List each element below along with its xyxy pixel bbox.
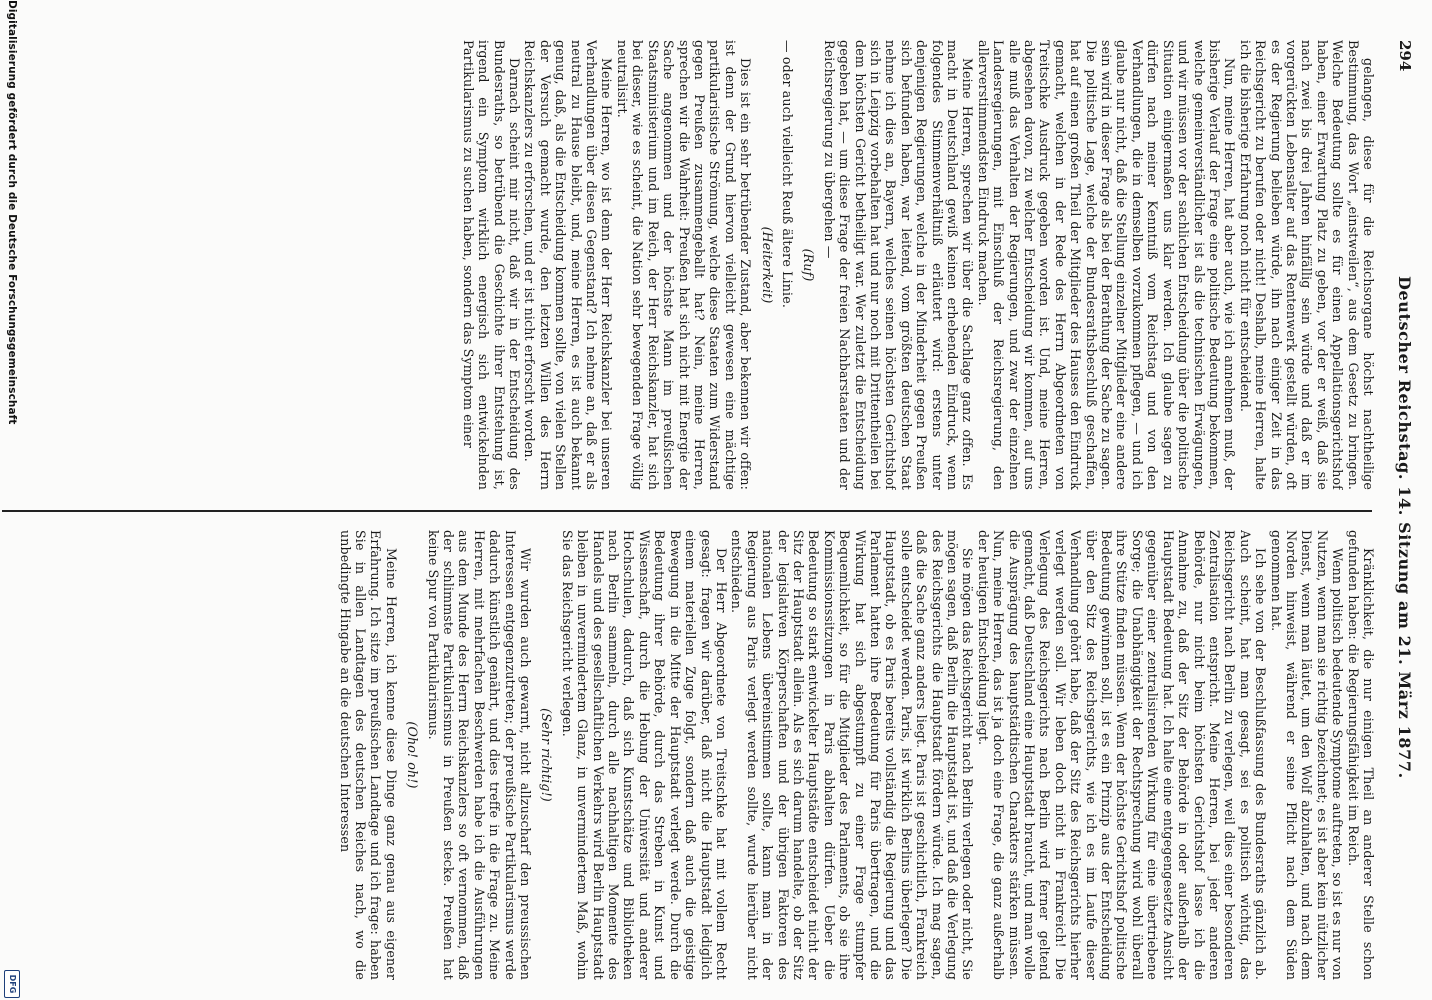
paragraph: Nun, meine Herren, hat aber auch, wie ich annehmen muß, der bisherige Verlauf der Frage eine politische Bedeutung bekommen, welche gemeinverständlicher ist als die technischen Erwägungen, und wir müssen vor der sachlichen Entscheidung über die politische Situation einigermaßen uns klar werden. Ich glaube sagen zu dürfen nach meiner Kenntniß vom Reichstag und von den Verhandlungen, die in demselben vorzukommen pflegen, — und ich glaube nur nicht, daß die Stellung einzelner Mitglieder eine andere sein wird in dieser Frage als bei der Berathung der Sache zu sagen. Die politische Lage, welche der Bundesrathsbeschluß geschaffen, hat auf einen großen Theil der Mitglieder des Hauses den Eindruck gemacht, welchen in der Rede des Herrn Abgeordneten von Treitschke Ausdruck gegeben worden ist. Und, meine Herren, abgesehen davon, zu welcher Entscheidung wir kommen, auf uns alle muß das Verhalten der Regierungen, und zwar der einzelnen Landesregierungen, mit Einschluß der Reichsregierung, den allerverstimmendsten Eindruck machen.: [975, 40, 1238, 490]
column-divider: [2, 510, 1372, 512]
paragraph: Darnach scheint mir nicht, daß wir in der Entscheidung des Bundesraths, so betrübend die Geschichte ihrer Entstehung ist, irgend ein Symptom wirklich energisch sich entwickelnden Partikularismus zu suchen haben, sondern das Symptom einer: [460, 40, 523, 490]
text-column-left: [46, 40, 1376, 490]
paragraph: Meine Herren, sprechen wir über die Sachlage ganz offen. Es macht in Deutschland gewiß keinen erhebenden Eindruck, wenn folgendes Stimmenverhältniß erläutert wird: erstens unter denjenigen Regierungen, welche in der Minderheit gegen Preußen sich befunden haben, war leitend, vom größten deutschen Staat nehme ich dies an, Bayern, welches seinen höchsten Gerichtshof sich in Leipzig vorbehalten hat und nur noch mit Drittentheilen bei dem höchsten Gericht betheiligt war. Wer zuletzt die Entscheidung gegeben hat, — um diese Frage der freien Nachbarstaaten und der Reichsregierung zu übergehen —: [821, 40, 976, 490]
paragraph: — oder auch vielleicht Reuß ältere Linie.: [779, 40, 795, 308]
paragraph: Kränklichkeit, die nur einigen Theil an anderer Stelle schon gefunden haben: die Regierungsfähigkeit im Reich.: [1345, 530, 1376, 980]
interjection: (Oho! oh!): [405, 721, 421, 789]
digitization-credit: [0, 0, 20, 1000]
paragraph: Der Herr Abgeordnete von Treitschke hat mit vollem Recht gesagt: fragen wir darüber, daß nicht die Hauptstadt lediglich einem materiellen Zuge folgt, sondern daß auch die geistige Bewegung in die Mitte der Hauptstadt verlegt werde. Durch die Bedeutung ihrer Behörde, durch das Streben in Kunst und Wissenschaft, durch die Hebung der Universität und anderer Hochschulen, dadurch, daß sich Kunstschätze und Bibliotheken nach Berlin sammeln, durch alle nachhaltigen Momente des Handels und des gesellschaftlichen Verkehrs wird Berlin Hauptstadt bleiben in unvermindertem Glanz, in unvermindertem Maß, wohin Sie das Reichsgericht verlegen.: [559, 530, 729, 980]
paragraph: Sie mögen das Reichsgericht nach Berlin verlegen oder nicht, Sie mögen sagen, daß Berlin die Hauptstadt ist, und daß die Verlegung des Reichsgerichts die Hauptstadt fördern würde. Ich mag sagen, daß die Sache ganz anders liegt. Paris ist geschichtlich, Frankreich solle entscheidet werden. Paris, ist wirklich Berlins überlegen? Die Hauptstadt, ob es Paris bereits vollständig die Regierung und das Parlament hatten ihre Bedeutung für Paris übertragen, und die Wirkung hat sich abgestumpft zu einer Frage stumpfer Bequemlichkeit, so für die Mitglieder des Parlaments, ob sie ihre Kommissionssitzungen in Paris abhalten dürfen. Ueber die Bedeutung so stark entwickelter Hauptstädte entscheidet nicht der Sitz der Hauptstadt allein. Als es sich darum handelte, ob der Sitz der legislativen Körperschaften und der übrigen Faktoren des nationalen Lebens übereinstimmen sollte, kann man in der Regierung aus Paris verlegt werden sollte, wurde hierüber nicht entschieden.: [729, 530, 976, 980]
running-head: Deutscher Reichstag. 14. Sitzung am 21. März 1877.: [1395, 276, 1414, 779]
paragraph: gelangen, diese für die Reichsorgane höchst nachtheilige Bestimmung, das Wort „einstweilen“, aus dem Gesetz zu bringen. Welche Bedeutung sollte es für einen Appellationsgerichtshof haben, einer Erwartung Platz zu geben, vor der er weiß, daß sie nach zwei bis drei Jahren hinfällig sein würde und daß er im vorgerückten Lebensalter auf das Rentenwerk gestellt würden, oft es der Regierung belieben würde, ihn nach einiger Zeit in das Reichsgericht zu berufen oder nicht! Deshalb, meine Herren, halte ich die bisherige Erfahrung noch nicht für entscheidend.: [1237, 40, 1376, 490]
paragraph: Meine Herren, wo ist denn der Herr Reichskanzler bei unseren Verhandlungen über diesen Gegenstand? Ich nehme an, daß er als neutral zu Hause bleibt, und, meine Herren, es ist auch bekannt genug, daß, als die Entscheidung kommen sollte, von vielen Stellen der Versuch gemacht wurde, den letzten Willen des Herrn Reichskanzlers zu erforschen, und er ist nicht erforscht worden.: [522, 40, 615, 490]
paragraph: Wenn politisch bedeutende Symptome auftreten, so ist es nur von Nutzen, wenn man sie richtig bezeichnet; es ist aber kein nützlicher Dienst, wenn man läutet, um den Wolf abzuhalten, und nach dem Norden hinweist, während er seine Pflicht nach dem Süden genommen hat.: [1268, 530, 1346, 980]
page-header: [1374, 40, 1414, 1000]
paragraph: Dies ist ein sehr betrübender Zustand, aber bekennen wir offen: ist denn der Grund hiervon vielleicht gewesen eine mächtige partikularistische Strömung, welche diese Staaten zum Widerstand gegen Preußen zusammengeballt hat? Nein, meine Herren, sprechen wir die Wahrheit: Preußen hat sich nicht mit Energie der Sache angenommen und der höchste Mann im preußischen Staatsministerium und im Reich, der Herr Reichskanzler, hat sich bei dieser, wie es scheint, die Nation sehr bewegenden Frage völlig neutralisirt.: [614, 40, 754, 490]
paragraph: Ich sehe von der Beschlußfassung des Bundesraths gänzlich ab. Auch scheint, hat man gesagt, sei es politisch wichtig, das Reichsgericht nach Berlin zu verlegen, weil dies einer besonderen Zentralisation entspricht. Meine Herren, bei jeder anderen Behörde, nur nicht beim höchsten Gerichtshof lasse ich die Annahme zu, daß der Sitz der Behörde in oder außerhalb der Hauptstadt Bedeutung hat. Ich halte eine entgegengesetzte Ansicht gegenüber einer zentralisirenden Wirkung für eine übertriebene Sorge; die Unabhängigkeit der Rechtsprechung wird wohl überall ihre Stütze finden müssen. Wenn der höchste Gerichtshof politische Bedeutung gewinnen soll, ist es ein Prinzip aus der Entscheidung über den Sitz des Reichsgerichts, wie ich es im Laufe dieser Verhandlung gehört habe, daß der Sitz des Reichsgerichts hierher verlegt werden soll. Wir leben doch nicht in Frankreich! Die Verlegung des Reichsgerichts nach Berlin wird ferner geltend gemacht, daß Deutschland eine Hauptstadt braucht, und man wolle die Ausprägung des hauptstädtischen Charakters stärken müssen. Nun, meine Herren, das ist ja doch eine Frage, die ganz außerhalb der heutigen Entscheidung liegt.: [975, 530, 1269, 980]
interjection: (Ruf): [801, 248, 817, 282]
paragraph: Wir wurden auch gewarnt, nicht allzuscharf den preussischen Interessen entgegenzutreten; der preußische Partikularismus werde dadurch künstlich genährt, und dies treffe in die Frage zu. Meine Herren, mit mehrfachen Beschwerden habe ich die Ausführungen aus dem Munde des Herrn Reichskanzlers so oft vernommen, daß der schlimmste Partikularismus in Preußen stecke. Preußen hat keine Spur von Partikularismus.: [425, 530, 534, 980]
text-column-right: [46, 530, 1376, 980]
credit-text: Digitalisierung gefördert durch die Deutsche Forschungsgemeinschaft: [6, 0, 18, 425]
page-number: 294: [1396, 40, 1414, 72]
dfg-logo-icon: DFG: [4, 970, 20, 998]
interjection: (Heiterkeit): [759, 226, 775, 304]
interjection: (Sehr richtig!): [539, 708, 555, 802]
paragraph: Meine Herren, ich kenne diese Dinge ganz genau aus eigener Erfahrung. Ich sitze im preußischen Landtage und ich frage: haben Sie in allen Landtagen des deutschen Reiches nach, wo die unbedingte Hingabe an die deutschen Interessen: [337, 530, 399, 980]
